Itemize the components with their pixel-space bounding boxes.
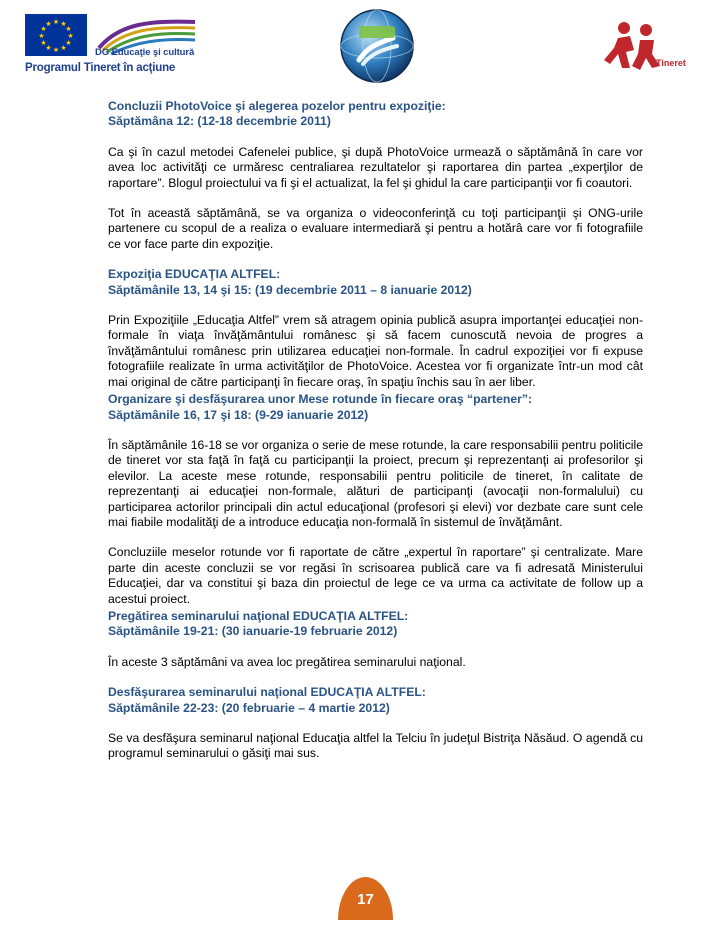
- eu-programme-logo: [25, 14, 205, 80]
- svg-text:★: ★: [52, 18, 60, 26]
- svg-text:★: ★: [40, 25, 47, 33]
- document-body: [108, 99, 643, 762]
- eu-logo-programme-text: Programul Tineret în acţiune: [25, 62, 176, 74]
- svg-text:★: ★: [52, 46, 60, 54]
- svg-text:★: ★: [45, 20, 52, 28]
- paragraph: Tot în această săptămână, se va organiza o videoconferinţă cu toţi participanţii şi ONG-urile partenere cu scopul de a realiza o evaluare intermediară şi pentru a hotărâ care vor fi fotografiile ce vor face parte din expoziţie.: [108, 206, 643, 251]
- svg-text:★: ★: [45, 44, 52, 52]
- section-title: Organizare şi desfăşurarea unor Mese rotunde în fiecare oraş “partener”:: [108, 392, 532, 407]
- project-globe-logo-icon: [339, 8, 415, 84]
- paragraph: În săptămânile 16-18 se vor organiza o serie de mese rotunde, la care responsabilii pentru politicile de tineret vor sta faţă în faţă cu participanţii la proiect, precum şi reprezentanţi ai profesorilor şi elevilor. La aceste mese rotunde, responsabilii pentru politicile de tineret, în calitate de reprezentanţi ai educaţiei non-formale, alături de participanţi (avocaţii non-formalului) cu participarea actorilor principali din actul educaţional (profesori şi elevi) vor dezbate care sunt cele mai fiabile modalităţi de a introduce educaţia non-formală în sistemul de învăţământ.: [108, 437, 643, 529]
- section-subtitle: Săptămânile 16, 17 şi 18: (9-29 ianuarie 2012): [108, 407, 369, 422]
- section-subtitle: Săptămânile 22-23: (20 februarie – 4 martie 2012): [108, 700, 390, 715]
- svg-text:★: ★: [67, 32, 74, 40]
- section-subtitle: Săptămânile 13, 14 şi 15: (19 decembrie 2011 – 8 ianuarie 2012): [108, 282, 472, 297]
- section-subtitle: Săptămâna 12: (12-18 decembrie 2011): [108, 114, 331, 129]
- svg-text:★: ★: [40, 39, 47, 47]
- section-title: Expoziţia EDUCAŢIA ALTFEL:: [108, 267, 281, 282]
- svg-text:★: ★: [65, 25, 72, 33]
- svg-text:★: ★: [60, 44, 67, 52]
- paragraph: Concluziile meselor rotunde vor fi raportate de către „expertul în raportare” şi centralizate. Mare parte din aceste concluzii se vor regăsi în scrisoarea publică care va fi adresată Ministerului Educaţiei, dar va constitui şi baza din proiectul de lege ce va urma ca activitate de follow up a acestui proiect.: [108, 545, 643, 606]
- eu-flag-icon: [25, 14, 87, 56]
- paragraph: Ca şi în cazul metodei Cafenelei publice, şi după PhotoVoice urmează o săptămână în care vor avea loc activităţi ce urmăresc centraliarea rezultatelor şi raportarea din partea „experţilor de raportare”. Blogul proiectului va fi şi el actualizat, la fel şi ghidul la care participanţii vor fi coautori.: [108, 144, 643, 190]
- svg-text:★: ★: [65, 39, 72, 47]
- eu-logo-dg-text: DG Educaţie şi cultură: [95, 47, 195, 58]
- svg-text:★: ★: [60, 20, 67, 28]
- tineret-figures-icon: [600, 20, 700, 82]
- section-title: Pregătirea seminarului naţional EDUCAŢIA ALTFEL:: [108, 608, 409, 623]
- page-header: [0, 0, 728, 95]
- svg-text:★: ★: [38, 32, 45, 40]
- section-title: Desfăşurarea seminarului naţional EDUCAŢIA ALTFEL:: [108, 685, 426, 700]
- paragraph: Se va desfăşura seminarul naţional Educaţia altfel la Telciu în judeţul Bistriţa Năsăud. O agendă cu programul seminarului o găsiţi mai sus.: [108, 731, 643, 761]
- page-number: 17: [338, 877, 393, 920]
- section-subtitle: Săptămânile 19-21: (30 ianuarie-19 februarie 2012): [108, 624, 398, 639]
- section-title: Concluzii PhotoVoice şi alegerea pozelor pentru expoziţie:: [108, 99, 446, 113]
- tineret-label: Tineret: [656, 58, 686, 68]
- tineret-logo: [600, 20, 700, 82]
- paragraph: Prin Expoziţiile „Educaţia Altfel” vrem să atragem opinia publică asupra importanţei educaţiei non-formale în viaţa învăţământului românesc şi să facem cunoscută nevoia de progres a învăţământului românesc prin utilizarea educaţiei non-formale. În cadrul expoziţiei vor fi expuse fotografiile realizate în urma activităţilor de PhotoVoice. Acestea vor fi organizate într-un mod cât mai original de către participanţi în fiecare oraş, în spaţiu închis sau în aer liber.: [108, 313, 643, 389]
- paragraph: În aceste 3 săptămâni va avea loc pregătirea seminarului naţional.: [108, 654, 466, 669]
